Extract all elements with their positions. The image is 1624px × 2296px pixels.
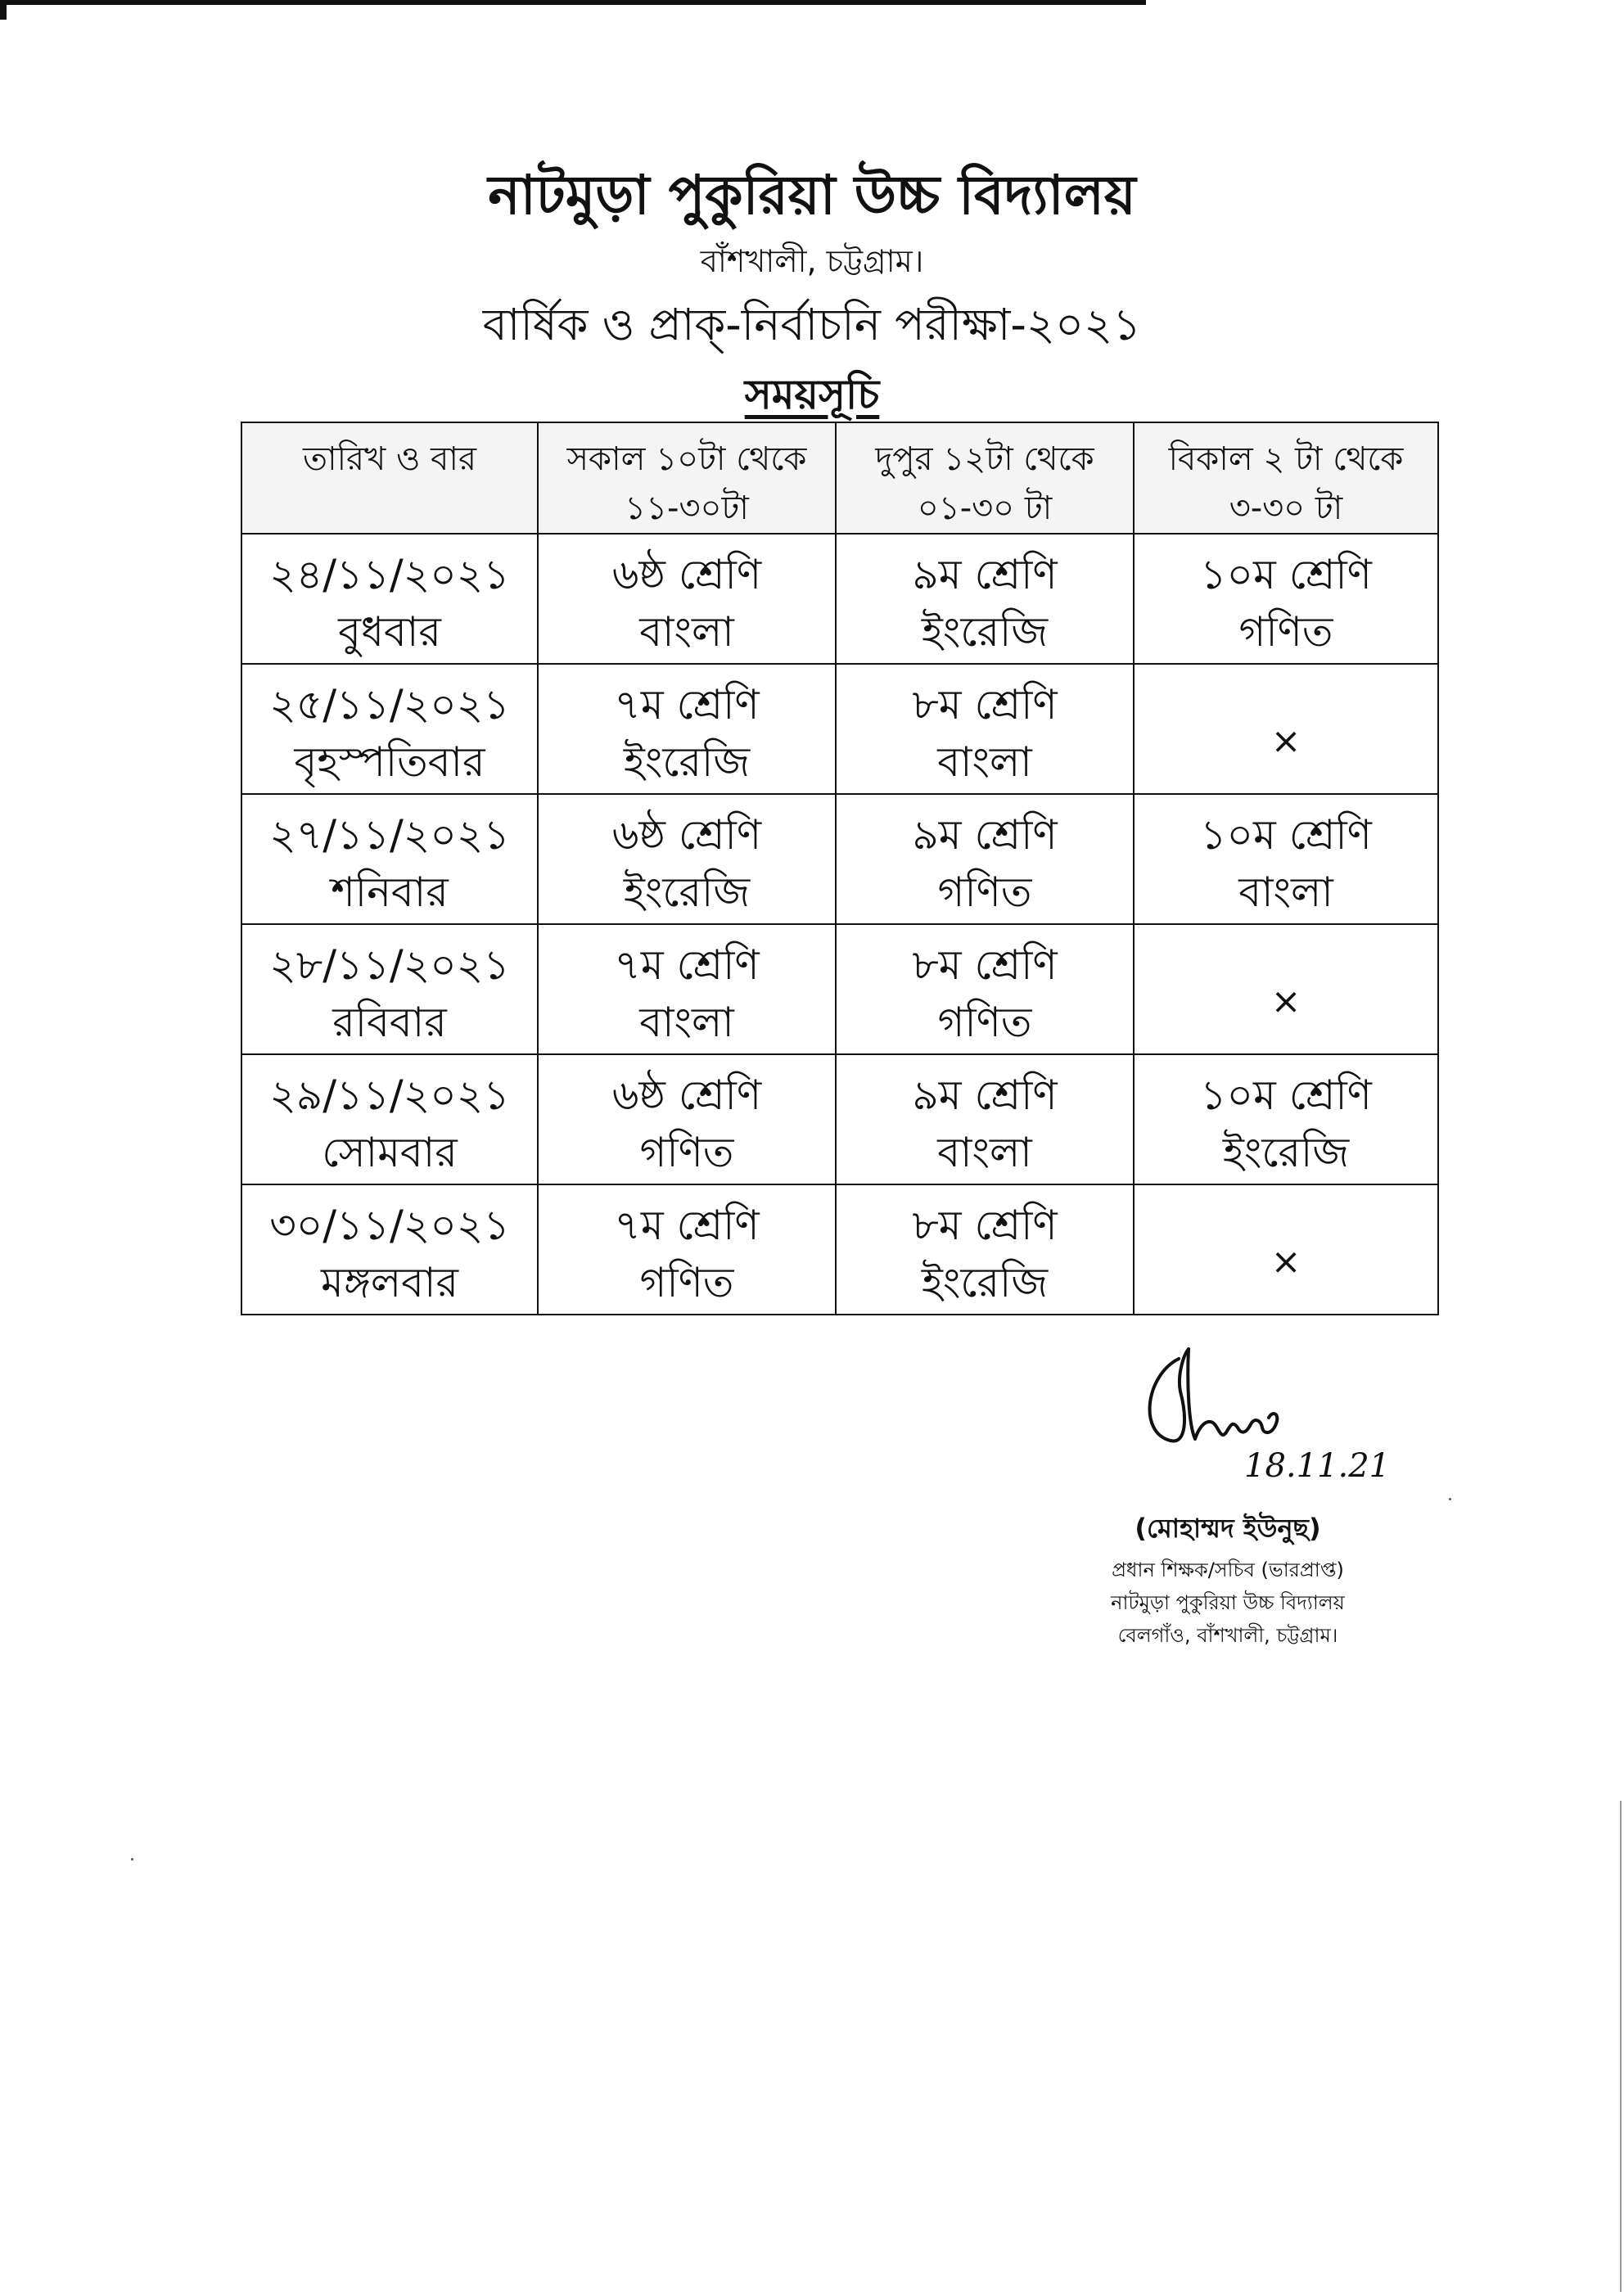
morning-cell xyxy=(538,1184,836,1315)
exam-day: শনিবার xyxy=(331,868,449,916)
header-line: তারিখ ও বার xyxy=(302,440,477,478)
subject-name: গণিত xyxy=(639,1129,734,1176)
class-name: ৬ষ্ঠ শ্রেণি xyxy=(611,811,762,859)
exam-date: ২৫/১১/২০২১ xyxy=(269,681,510,728)
noon-cell xyxy=(836,664,1134,794)
table-row xyxy=(241,664,1438,794)
class-name: ১০ম শ্রেণি xyxy=(1200,811,1372,859)
noon-cell xyxy=(836,1054,1134,1184)
subject-name: ইংরেজি xyxy=(921,1259,1049,1306)
scan-speck xyxy=(131,1858,133,1861)
exam-date: ২৪/১১/২০২১ xyxy=(269,551,510,598)
scan-edge-right xyxy=(1620,1801,1622,2292)
subject-name: বাংলা xyxy=(937,1129,1032,1176)
noon-cell xyxy=(836,794,1134,924)
header-noon-slot xyxy=(836,422,1134,534)
subject-name: ইংরেজি xyxy=(921,608,1049,656)
header-line: ৩-৩০ টা xyxy=(1229,489,1343,527)
date-cell xyxy=(241,664,538,794)
subject-name: বাংলা xyxy=(639,608,734,656)
signer-designation: প্রধান শিক্ষক/সচিব (ভারপ্রাপ্ত) xyxy=(1112,1558,1344,1581)
subject-name: গণিত xyxy=(639,1259,734,1306)
subject-name: বাংলা xyxy=(1238,868,1333,916)
class-name: ৯ম শ্রেণি xyxy=(912,551,1058,598)
exam-schedule-table xyxy=(241,422,1439,1315)
handwritten-signature xyxy=(1130,1342,1326,1457)
header-afternoon-slot xyxy=(1134,422,1438,534)
subject-name: গণিত xyxy=(937,868,1032,916)
scan-speck xyxy=(1449,1498,1451,1500)
header-line: বিকাল ২ টা থেকে xyxy=(1168,440,1404,478)
school-location: বাঁশখালী, চট্টগ্রাম। xyxy=(700,243,924,279)
morning-cell xyxy=(538,664,836,794)
scan-edge-top xyxy=(0,0,1146,5)
no-exam-mark: × xyxy=(1270,981,1301,1022)
class-name: ৯ম শ্রেণি xyxy=(912,811,1058,859)
class-name: ৬ষ্ঠ শ্রেণি xyxy=(611,1071,762,1119)
subject-name: গণিত xyxy=(937,999,1032,1046)
table-row xyxy=(241,1054,1438,1184)
table-header-row xyxy=(241,422,1438,534)
class-name: ৭ম শ্রেণি xyxy=(614,681,760,728)
exam-date: ২৮/১১/২০২১ xyxy=(269,941,510,989)
signer-address: বেলগাঁও, বাঁশখালী, চট্টগ্রাম। xyxy=(1117,1624,1338,1647)
no-exam-mark: × xyxy=(1270,720,1301,762)
class-name: ৬ষ্ঠ শ্রেণি xyxy=(611,551,762,598)
signer-name: (মোহাম্মদ ইউনুছ) xyxy=(1135,1513,1321,1544)
class-name: ১০ম শ্রেণি xyxy=(1200,1071,1372,1119)
morning-cell xyxy=(538,534,836,664)
exam-day: রবিবার xyxy=(332,999,447,1046)
no-exam-mark: × xyxy=(1270,1241,1301,1283)
noon-cell xyxy=(836,534,1134,664)
date-cell xyxy=(241,1184,538,1315)
class-name: ৮ম শ্রেণি xyxy=(912,1202,1058,1249)
subject-name: গণিত xyxy=(1238,608,1333,656)
noon-cell xyxy=(836,924,1134,1054)
afternoon-cell xyxy=(1134,794,1438,924)
afternoon-cell xyxy=(1134,664,1438,794)
date-cell xyxy=(241,794,538,924)
header-line: দুপুর ১২টা থেকে xyxy=(875,440,1094,478)
subject-name: ইংরেজি xyxy=(623,868,751,916)
exam-day: মঙ্গলবার xyxy=(320,1259,458,1306)
date-cell xyxy=(241,924,538,1054)
header-line: সকাল ১০টা থেকে xyxy=(566,440,807,478)
noon-cell xyxy=(836,1184,1134,1315)
schedule-heading-text: সময়সূচি xyxy=(744,371,880,418)
morning-cell xyxy=(538,794,836,924)
exam-date: ৩০/১১/২০২১ xyxy=(269,1202,510,1249)
date-cell xyxy=(241,1054,538,1184)
morning-cell xyxy=(538,1054,836,1184)
school-name: নাটমুড়া পুকুরিয়া উচ্চ বিদ্যালয় xyxy=(488,164,1136,227)
class-name: ৭ম শ্রেণি xyxy=(614,941,760,989)
table-row xyxy=(241,924,1438,1054)
header-date-day xyxy=(241,422,538,534)
class-name: ৭ম শ্রেণি xyxy=(614,1202,760,1249)
exam-date: ২৭/১১/২০২১ xyxy=(269,811,510,859)
date-cell xyxy=(241,534,538,664)
header-line: ০১-৩০ টা xyxy=(917,489,1053,527)
signer-institution: নাটমুড়া পুকুরিয়া উচ্চ বিদ্যালয় xyxy=(1111,1591,1345,1614)
table-row xyxy=(241,534,1438,664)
class-name: ৮ম শ্রেণি xyxy=(912,681,1058,728)
header-morning-slot xyxy=(538,422,836,534)
class-name: ৯ম শ্রেণি xyxy=(912,1071,1058,1119)
scan-edge-left xyxy=(0,0,7,20)
afternoon-cell xyxy=(1134,924,1438,1054)
afternoon-cell xyxy=(1134,1054,1438,1184)
exam-title: বার্ষিক ও প্রাক্-নির্বাচনি পরীক্ষা-২০২১ xyxy=(482,299,1142,350)
signature-block xyxy=(1015,1342,1441,1650)
signature-date: 18.11.21 xyxy=(1244,1447,1391,1485)
morning-cell xyxy=(538,924,836,1054)
subject-name: বাংলা xyxy=(937,738,1032,786)
subject-name: ইংরেজি xyxy=(623,738,751,786)
header-line: ১১-৩০টা xyxy=(625,489,749,527)
exam-day: সোমবার xyxy=(322,1129,458,1176)
afternoon-cell xyxy=(1134,534,1438,664)
exam-date: ২৯/১১/২০২১ xyxy=(269,1071,510,1119)
afternoon-cell xyxy=(1134,1184,1438,1315)
exam-day: বৃহস্পতিবার xyxy=(294,738,485,786)
class-name: ৮ম শ্রেণি xyxy=(912,941,1058,989)
table-row xyxy=(241,794,1438,924)
exam-day: বুধবার xyxy=(338,608,441,656)
subject-name: ইংরেজি xyxy=(1222,1129,1350,1176)
subject-name: বাংলা xyxy=(639,999,734,1046)
class-name: ১০ম শ্রেণি xyxy=(1200,551,1372,598)
table-row xyxy=(241,1184,1438,1315)
